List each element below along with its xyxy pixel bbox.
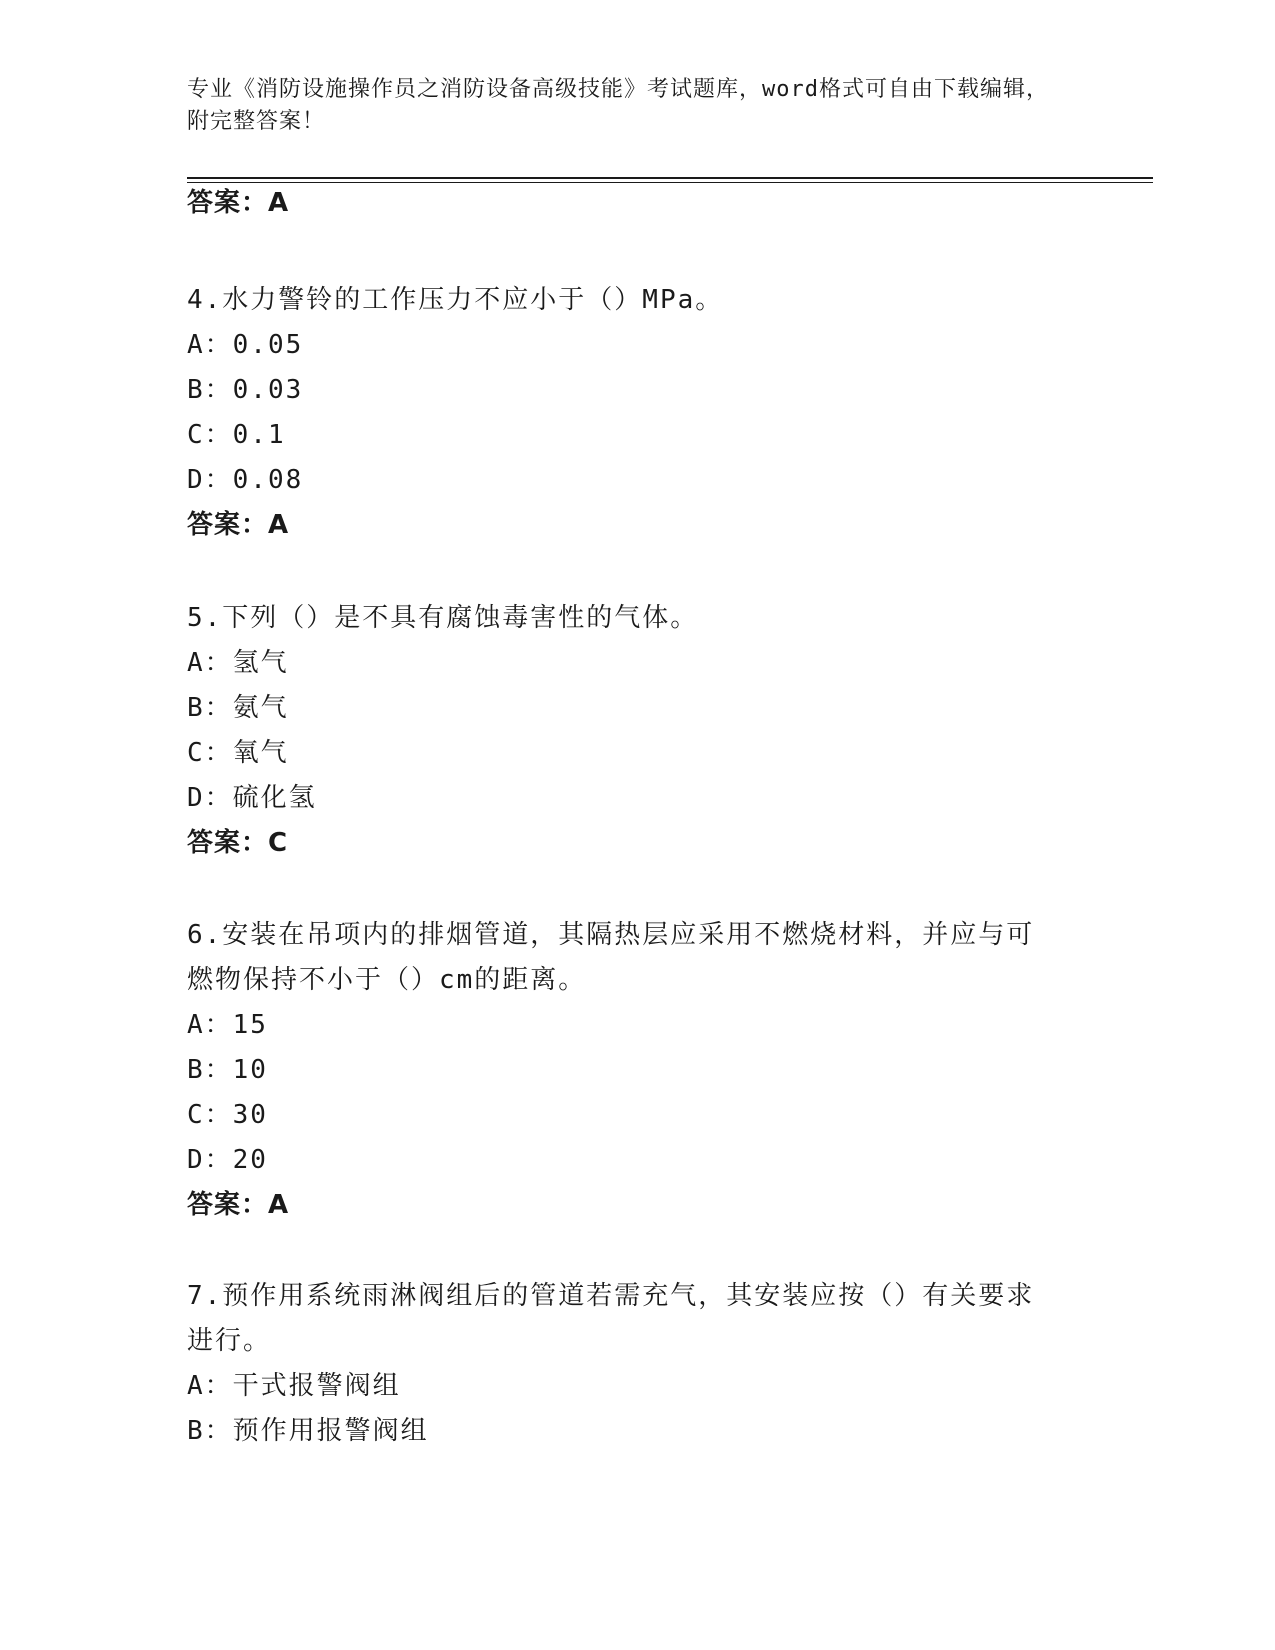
question-4-option-b: B：0.03 bbox=[187, 375, 304, 405]
question-6-option-d: D：20 bbox=[187, 1145, 268, 1175]
question-7-stem-line-2: 进行。 bbox=[187, 1326, 272, 1356]
question-4-option-a: A：0.05 bbox=[187, 330, 304, 360]
question-6-option-a: A：15 bbox=[187, 1010, 268, 1040]
question-5-option-a: A：氢气 bbox=[187, 648, 289, 678]
question-7-option-a: A：干式报警阀组 bbox=[187, 1371, 401, 1401]
question-5-option-b: B：氨气 bbox=[187, 693, 289, 723]
question-6-answer: 答案：A bbox=[187, 1190, 290, 1220]
question-5-option-c: C：氧气 bbox=[187, 738, 289, 768]
question-5-answer: 答案：C bbox=[187, 828, 289, 858]
question-4-stem: 4.水力警铃的工作压力不应小于（）MPa。 bbox=[187, 285, 724, 315]
header-divider-thin bbox=[187, 182, 1153, 183]
question-6-stem-line-1: 6.安装在吊项内的排烟管道，其隔热层应采用不燃烧材料，并应与可 bbox=[187, 920, 1035, 950]
question-7-stem-line-1: 7.预作用系统雨淋阀组后的管道若需充气，其安装应按（）有关要求 bbox=[187, 1281, 1035, 1311]
question-4-answer: 答案：A bbox=[187, 510, 290, 540]
document-header: 专业《消防设施操作员之消防设备高级技能》考试题库，word格式可自由下载编辑，附完整答案！ bbox=[187, 77, 1049, 134]
previous-answer: 答案：A bbox=[187, 188, 290, 218]
question-4-option-c: C：0.1 bbox=[187, 420, 286, 450]
header-divider bbox=[187, 177, 1153, 179]
question-5-option-d: D：硫化氢 bbox=[187, 783, 317, 813]
question-5-stem: 5.下列（）是不具有腐蚀毒害性的气体。 bbox=[187, 603, 699, 633]
question-6-option-b: B：10 bbox=[187, 1055, 268, 1085]
question-6-stem-line-2: 燃物保持不小于（）cm的距离。 bbox=[187, 965, 587, 995]
question-7-option-b: B：预作用报警阀组 bbox=[187, 1416, 429, 1446]
question-6-option-c: C：30 bbox=[187, 1100, 268, 1130]
question-4-option-d: D：0.08 bbox=[187, 465, 304, 495]
